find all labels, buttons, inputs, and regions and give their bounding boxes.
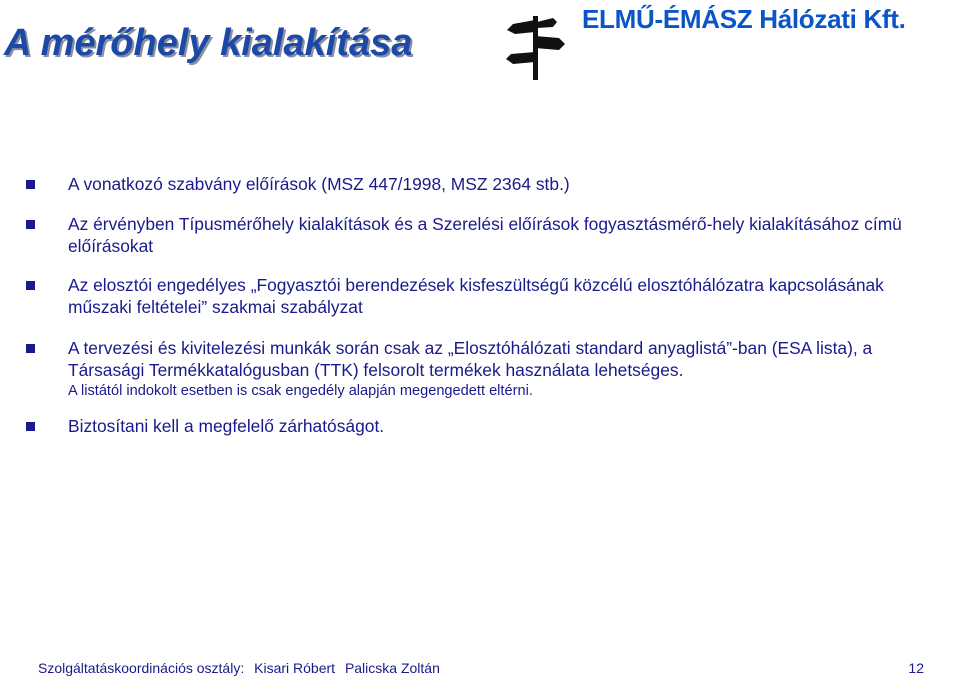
- bullet-item: [26, 274, 926, 318]
- footer-department: Szolgáltatáskoordinációs osztály:: [38, 660, 245, 676]
- square-bullet-icon: [26, 281, 35, 290]
- signpost-icon: [505, 10, 567, 82]
- square-bullet-icon: [26, 344, 35, 353]
- page-number: 12: [908, 660, 924, 676]
- bullet-note: A listától indokolt esetben is csak engedély alapján megengedett eltérni.: [68, 383, 533, 399]
- bullet-text: Biztosítani kell a megfelelő zárhatóságot.: [68, 416, 385, 436]
- bullet-item: [26, 213, 926, 257]
- square-bullet-icon: [26, 220, 35, 229]
- company-logo: ELMŰ-ÉMÁSZ Hálózati Kft.: [582, 4, 906, 34]
- bullet-text: Az elosztói engedélyes „Fogyasztói berendezések kisfeszültségű közcélú elosztóhálózatra kapcsolásának műszaki feltételei” szakmai szabályzat: [68, 275, 884, 317]
- bullet-item: [26, 415, 926, 437]
- square-bullet-icon: [26, 422, 35, 431]
- slide-title: A mérőhely kialakítása: [4, 22, 413, 64]
- bullet-text: A tervezési és kivitelezési munkák során csak az „Elosztóhálózati standard anyaglistá”-ban (ESA lista), a Társasági Termékkatalógusban (TTK) felsorolt termékek használata lehetséges.: [68, 338, 873, 380]
- footer-credits: [38, 660, 440, 676]
- footer-author: Kisari Róbert: [254, 660, 336, 676]
- bullet-text: Az érvényben Típusmérőhely kialakítások és a Szerelési előírások fogyasztásmérő-hely kialakításához címü előírásokat: [68, 214, 902, 256]
- bullet-item: [26, 173, 926, 195]
- bullet-item: [26, 337, 926, 401]
- footer-author: Palicska Zoltán: [344, 660, 440, 676]
- bullet-list: [26, 173, 926, 437]
- bullet-text: A vonatkozó szabvány előírások (MSZ 447/1998, MSZ 2364 stb.): [68, 174, 570, 194]
- square-bullet-icon: [26, 180, 35, 189]
